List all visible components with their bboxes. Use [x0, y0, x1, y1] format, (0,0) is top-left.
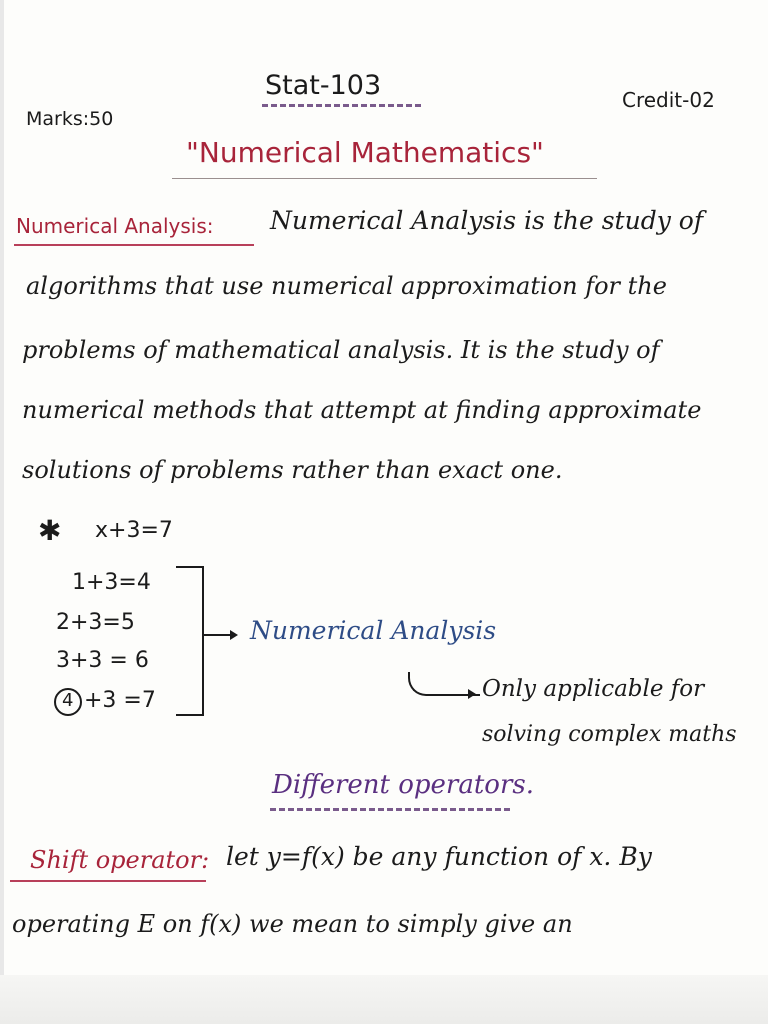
numerical-analysis-label: Numerical Analysis: [250, 616, 497, 645]
definition-term-underline: [14, 244, 254, 246]
section-heading-underline: [270, 808, 510, 811]
shift-line-2: operating E on f(x) we mean to simply give an: [12, 910, 573, 938]
trial-row: 1+3=4: [72, 570, 151, 595]
section-heading: Different operators.: [272, 770, 534, 800]
definition-line-5: solutions of problems rather than exact one.: [22, 456, 563, 484]
shift-line-1: let y=f(x) be any function of x. By: [226, 842, 652, 871]
note-line-2: solving complex maths: [482, 722, 737, 747]
definition-line-1: Numerical Analysis is the study of: [270, 206, 704, 235]
definition-line-3: problems of mathematical analysis. It is the study of: [22, 336, 660, 364]
arrow-head: [230, 630, 238, 640]
page-edge: [0, 0, 4, 1024]
arrow-to-label: [204, 634, 232, 636]
page-bottom-band: [0, 975, 768, 1024]
title-underline: [172, 178, 597, 179]
definition-line-4: numerical methods that attempt at finding approximate: [22, 396, 702, 424]
circled-value: 4: [62, 690, 74, 711]
trials-bracket: [176, 566, 204, 716]
trial-row: +3 =7: [84, 688, 156, 713]
marks-label: Marks:50: [26, 108, 114, 130]
credit-label: Credit-02: [622, 88, 715, 112]
shift-operator-term: Shift operator:: [30, 846, 210, 874]
trial-row: 3+3 = 6: [56, 648, 149, 673]
shift-term-underline: [10, 880, 206, 882]
course-code-underline: [262, 104, 422, 107]
star-bullet: ✱: [38, 514, 62, 547]
course-code: Stat-103: [265, 70, 382, 101]
definition-term: Numerical Analysis:: [16, 214, 214, 238]
note-line-1: Only applicable for: [482, 676, 705, 702]
trial-row: 2+3=5: [56, 610, 135, 635]
definition-line-2: algorithms that use numerical approximation for the: [26, 272, 667, 300]
arrow-head: [468, 689, 476, 699]
example-equation: x+3=7: [95, 518, 173, 543]
page-title: "Numerical Mathematics": [186, 136, 544, 169]
circled-answer: [54, 688, 82, 716]
